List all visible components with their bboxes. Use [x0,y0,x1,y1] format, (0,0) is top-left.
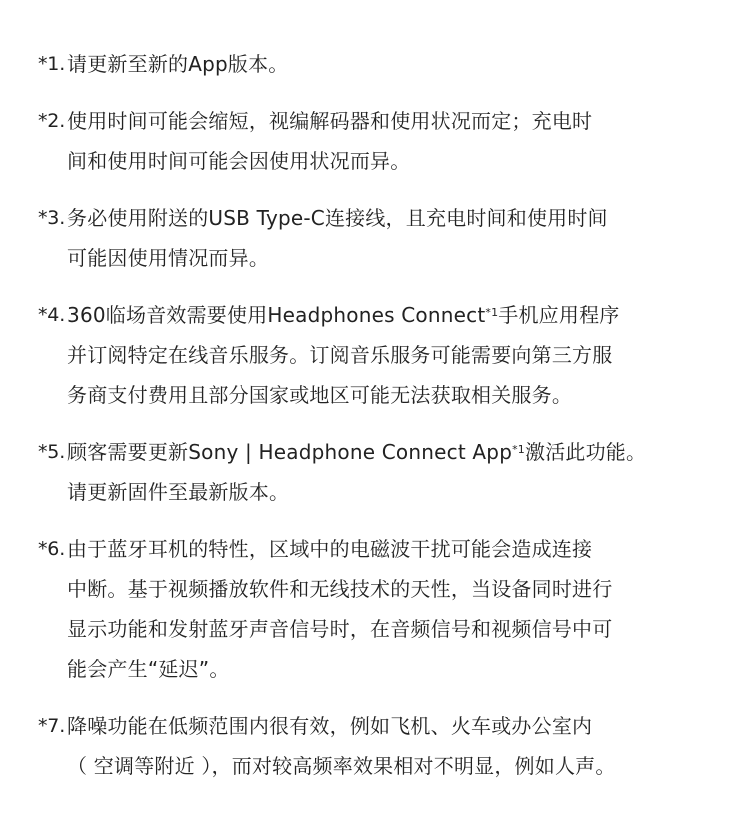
footnote-4 [38,295,718,415]
footnote-text [67,706,718,786]
text-segment: 降噪功能在低频范围内很有效，例如飞机、火车或办公室内 [67,714,593,738]
footnote-line [67,609,718,649]
text-segment: （ 空调等附近 ），而对较高频率效果相对不明显，例如人声。 [67,754,616,778]
text-segment: 能会产生“延迟”。 [67,657,230,681]
footnote-2 [38,101,718,181]
text-segment: 由于蓝牙耳机的特性，区域中的电磁波干扰可能会造成连接 [67,537,593,561]
footnote-marker: *1. [38,53,66,75]
footnote-text [67,198,718,278]
footnote-6 [38,529,718,689]
footnotes-list [38,44,718,803]
footnote-marker: *5. [38,441,66,463]
text-segment: 请更新至新的App版本。 [67,52,289,76]
footnote-text [67,432,718,512]
text-segment: 请更新固件至最新版本。 [67,480,290,504]
text-segment: 中断。基于视频播放软件和无线技术的天性，当设备同时进行 [67,577,613,601]
text-segment: 并订阅特定在线音乐服务。订阅音乐服务可能需要向第三方服 [67,343,613,367]
text-segment: 使用时间可能会缩短，视编解码器和使用状况而定；充电时 [67,109,593,133]
footnote-marker: *3. [38,207,66,229]
footnote-text [67,529,718,689]
footnote-line [67,706,718,746]
footnote-line [67,335,718,375]
footnote-line [67,649,718,689]
text-segment: 务商支付费用且部分国家或地区可能无法获取相关服务。 [67,383,573,407]
superscript-ref: *1 [512,443,525,456]
footnote-text [67,295,718,415]
text-segment: 顾客需要更新Sony | Headphone Connect App [67,440,513,464]
footnote-marker: *2. [38,110,66,132]
footnote-line [67,432,718,472]
footnote-7 [38,706,718,786]
footnote-line [67,529,718,569]
footnote-line [67,569,718,609]
footnote-line [67,746,718,786]
text-segment: 务必使用附送的USB Type-C连接线，且充电时间和使用时间 [67,206,608,230]
footnote-3 [38,198,718,278]
footnote-1 [38,44,718,84]
footnote-line [67,375,718,415]
footnote-line [67,472,718,512]
footnote-line [67,198,718,238]
footnote-text [67,101,718,181]
footnote-text [67,44,718,84]
footnote-line [67,141,718,181]
superscript-ref: *1 [485,306,499,319]
text-segment: 360临场音效需要使用Headphones Connect [67,303,486,327]
footnote-line [67,44,718,84]
text-segment: 手机应用程序 [498,303,620,327]
footnote-line [67,295,718,335]
footnote-line [67,238,718,278]
footnote-5 [38,432,718,512]
footnote-marker: *6. [38,538,66,560]
text-segment: 显示功能和发射蓝牙声音信号时，在音频信号和视频信号中可 [67,617,613,641]
footnote-marker: *7. [38,715,66,737]
text-segment: 激活此功能。 [525,440,647,464]
text-segment: 间和使用时间可能会因使用状况而异。 [67,149,411,173]
footnote-marker: *4. [38,304,66,326]
footnote-line [67,101,718,141]
text-segment: 可能因使用情况而异。 [67,246,270,270]
